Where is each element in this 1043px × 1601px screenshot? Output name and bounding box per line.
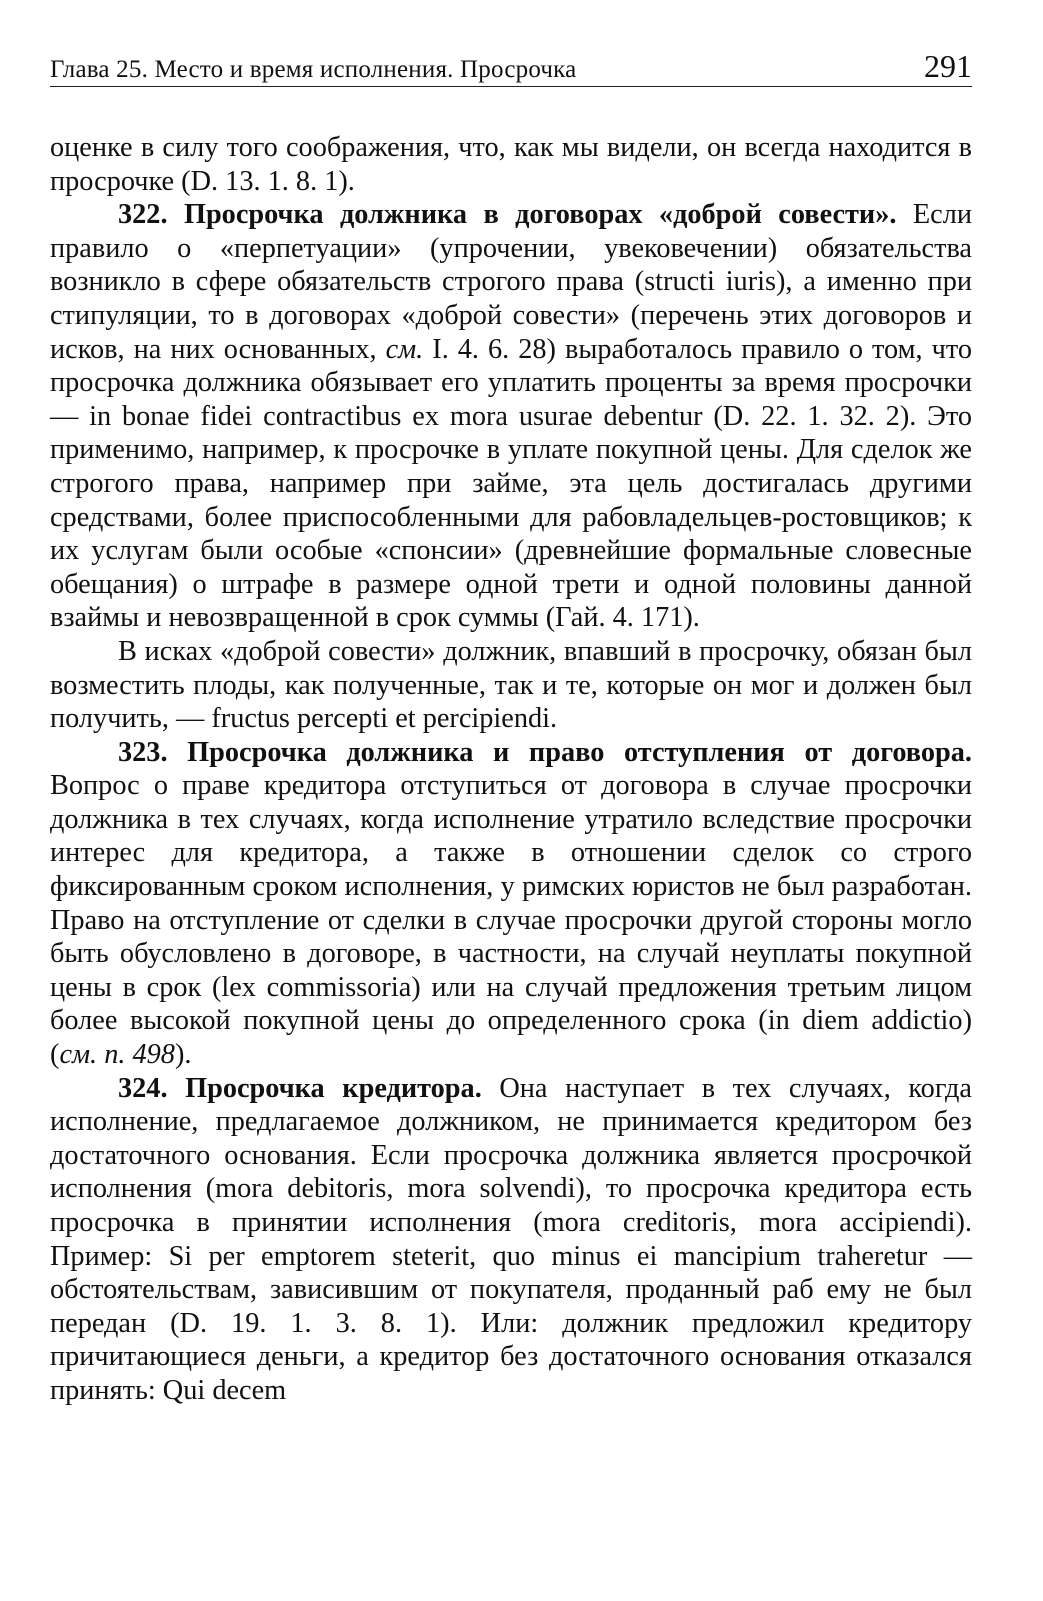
- paragraph-section-322: [50, 198, 972, 635]
- paragraph-text: Вопрос о праве кредитора отступиться от договора в случае просрочки должника в тех случаях, когда исполнение утратило вследствие просрочки интерес для кредитора, а также в отношении сделок со строго фиксированным сроком исполнения, у римских юристов не был разработан. Право на отступление от сделки в случае просрочки другой стороны могло быть обусловлено в договоре, в частности, на случай неуплаты покупной цены в срок (lex commissoria) или на случай предложения третьим лицом более высокой покупной цены до определенного срока (in diem addictio) (: [50, 770, 972, 1071]
- section-title-324: 324. Просрочка кредитора.: [118, 1072, 482, 1104]
- running-header: [50, 38, 972, 87]
- paragraph-continuation: оценке в силу того соображения, что, как мы видели, он всегда находится в просрочке (D. 13. 1. 8. 1).: [50, 132, 972, 197]
- page-number: 291: [924, 48, 972, 84]
- chapter-title: Глава 25. Место и время исполнения. Просрочка: [50, 56, 577, 83]
- cross-reference: см.: [385, 333, 424, 365]
- body-text: [50, 131, 972, 1408]
- book-page: [50, 38, 972, 1408]
- paragraph-section-324: [50, 1072, 972, 1408]
- paragraph-section-323: [50, 736, 972, 1072]
- paragraph-text: Она наступает в тех случаях, когда исполнение, предлагаемое должником, не принимается кредитором без достаточного основания. Если просрочка должника является просрочкой исполнения (mora debitoris, mora solvendi), то просрочка кредитора есть просрочка в принятии исполнения (mora creditoris, mora accipiendi). Пример: Si per emptorem steterit, quo minus ei mancipium traheretur — обстоятельствам, зависившим от покупателя, проданный раб ему не был передан (D. 19. 1. 3. 8. 1). Или: должник предложил кредитору причитающиеся деньги, а кредитор без достаточного основания отказался принять: Qui decem: [50, 1072, 972, 1406]
- cross-reference: см. п. 498: [59, 1039, 175, 1071]
- paragraph-text: I. 4. 6. 28) выработалось правило о том, что просрочка должника обязывает его уплатить проценты за время просрочки — in bonae fidei contractibus ex mora usurae debentur (D. 22. 1. 32. 2). Это применимо, например, к просрочке в уплате покупной цены. Для сделок же строгого права, например при займе, эта цель достигалась другими средствами, более приспособленными для рабовладельцев-ростовщиков; к их услугам были особые «спонсии» (древнейшие формальные словесные обещания) о штрафе в размере одной трети и одной половины данной взаймы и невозвращенной в срок суммы (Гай. 4. 171).: [50, 333, 972, 634]
- section-title-322: 322. Просрочка должника в договорах «доброй совести».: [118, 199, 897, 231]
- paragraph-text: Если правило о «перпетуации» (упрочении, увековечении) обязательства возникло в сфере обязательств строгого права (structi iuris), а именно при стипуляции, то в договорах «доброй совести» (перечень этих договоров и исков, на них основанных,: [50, 199, 972, 365]
- section-title-323: 323. Просрочка должника и право отступления от договора.: [118, 736, 972, 768]
- paragraph-fruits: В исках «доброй совести» должник, впавший в просрочку, обязан был возместить плоды, как полученные, так и те, которые он мог и должен был получить, — fructus percepti et percipiendi.: [50, 635, 972, 735]
- paragraph-text: ).: [174, 1039, 192, 1071]
